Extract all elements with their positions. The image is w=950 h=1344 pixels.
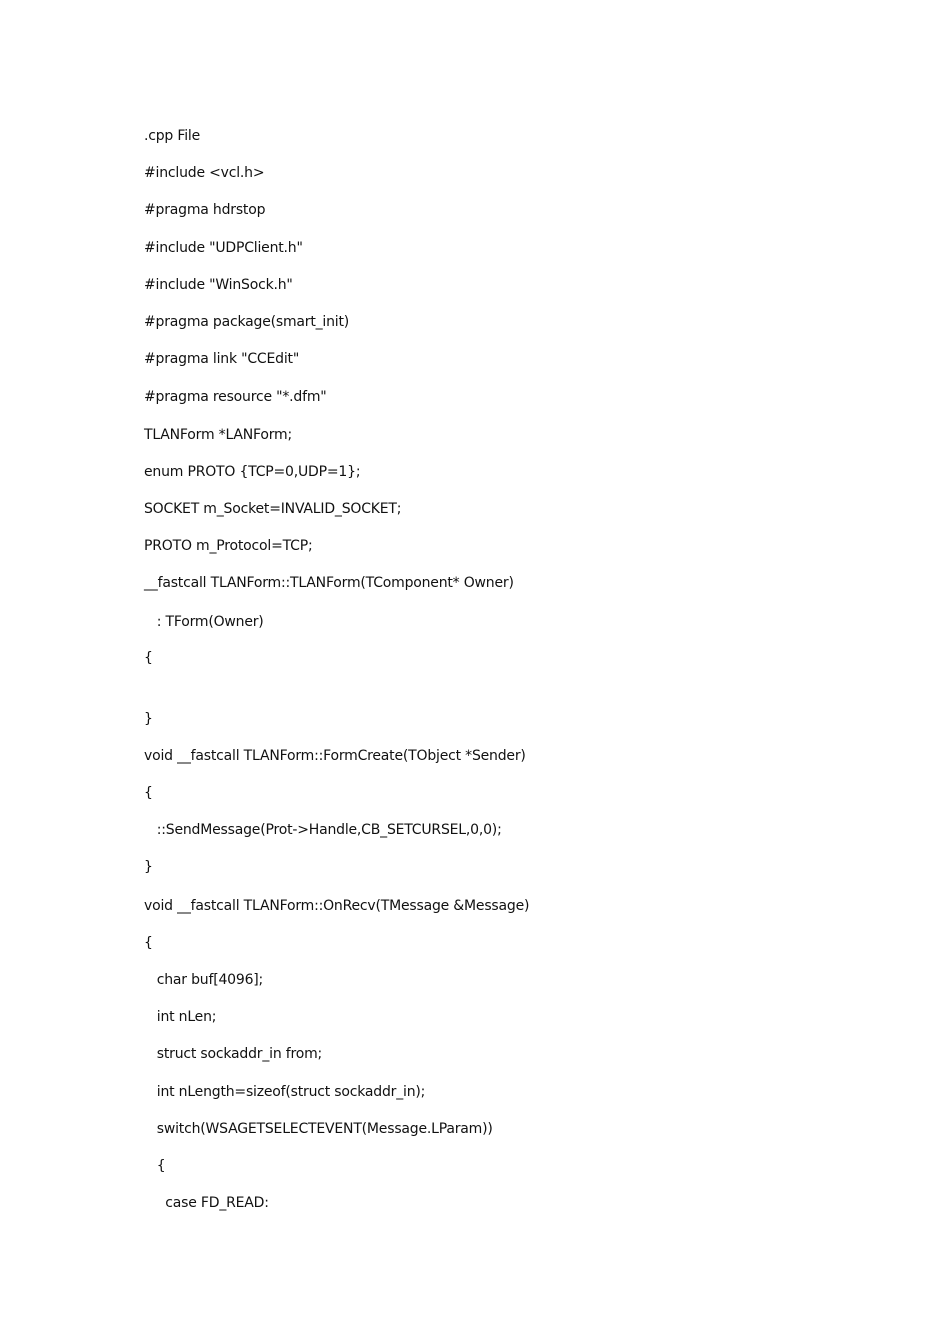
code-line: #include "UDPClient.h"	[144, 240, 303, 256]
code-line: #include "WinSock.h"	[144, 277, 293, 293]
code-line: {	[144, 1158, 166, 1174]
code-line: ::SendMessage(Prot->Handle,CB_SETCURSEL,0,0);	[144, 822, 502, 838]
code-line: PROTO m_Protocol=TCP;	[144, 538, 313, 554]
code-line: struct sockaddr_in from;	[144, 1046, 323, 1062]
code-line: {	[144, 785, 153, 801]
code-line: #include <vcl.h>	[144, 165, 265, 181]
code-line: __fastcall TLANForm::TLANForm(TComponent* Owner)	[144, 575, 514, 591]
code-line: {	[144, 650, 153, 666]
code-line: char buf[4096];	[144, 972, 264, 988]
code-line: .cpp File	[144, 128, 200, 144]
code-line: SOCKET m_Socket=INVALID_SOCKET;	[144, 501, 402, 517]
code-line: #pragma link "CCEdit"	[144, 351, 300, 367]
code-line: switch(WSAGETSELECTEVENT(Message.LParam))	[144, 1121, 493, 1137]
code-line: #pragma package(smart_init)	[144, 314, 350, 330]
code-line: int nLength=sizeof(struct sockaddr_in);	[144, 1084, 426, 1100]
code-line: enum PROTO {TCP=0,UDP=1};	[144, 464, 361, 480]
code-line: }	[144, 859, 153, 875]
code-line: void __fastcall TLANForm::OnRecv(TMessage &Message)	[144, 898, 530, 914]
code-line: #pragma hdrstop	[144, 202, 266, 218]
code-line: }	[144, 711, 153, 727]
code-line: {	[144, 935, 153, 951]
code-line: case FD_READ:	[144, 1195, 269, 1211]
code-line: TLANForm *LANForm;	[144, 427, 292, 443]
code-line: void __fastcall TLANForm::FormCreate(TObject *Sender)	[144, 748, 526, 764]
code-line: : TForm(Owner)	[144, 614, 264, 630]
code-line: int nLen;	[144, 1009, 217, 1025]
code-line: #pragma resource "*.dfm"	[144, 389, 327, 405]
